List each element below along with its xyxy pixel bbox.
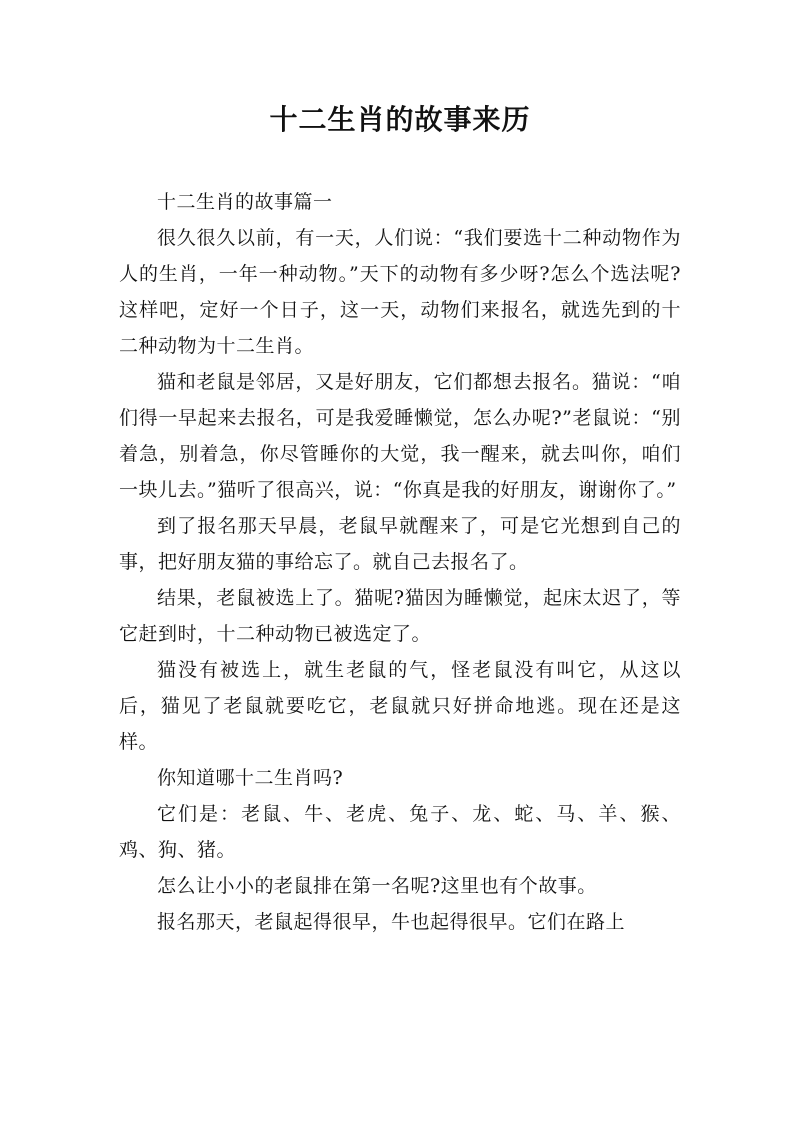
- paragraph-1: 很久很久以前，有一天，人们说：“我们要选十二种动物作为人的生肖，一年一种动物。”天下的动物有多少呀?怎么个选法呢?这样吧，定好一个日子，这一天，动物们来报名，就选先到的十二种动物为十二生肖。: [119, 227, 681, 357]
- section-heading: 十二生肖的故事篇一: [157, 191, 333, 213]
- paragraph-6: 你知道哪十二生肖吗?: [157, 767, 344, 789]
- paragraph-8: 怎么让小小的老鼠排在第一名呢?这里也有个故事。: [157, 875, 597, 897]
- paragraph-4: 结果，老鼠被选上了。猫呢?猫因为睡懒觉，起床太迟了，等它赶到时，十二种动物已被选定了。: [119, 587, 681, 645]
- paragraph-5: 猫没有被选上，就生老鼠的气，怪老鼠没有叫它，从这以后，猫见了老鼠就要吃它，老鼠就只好拼命地逃。现在还是这样。: [119, 659, 681, 753]
- paragraph-3: 到了报名那天早晨，老鼠早就醒来了，可是它光想到自己的事，把好朋友猫的事给忘了。就自己去报名了。: [119, 515, 681, 573]
- paragraph-7: 它们是：老鼠、牛、老虎、兔子、龙、蛇、马、羊、猴、鸡、狗、猪。: [119, 803, 681, 861]
- document-title: 十二生肖的故事来历: [269, 103, 531, 136]
- paragraph-2: 猫和老鼠是邻居，又是好朋友，它们都想去报名。猫说：“咱们得一早起来去报名，可是我爱睡懒觉，怎么办呢?”老鼠说：“别着急，别着急，你尽管睡你的大觉，我一醒来，就去叫你，咱们一块儿去。”猫听了很高兴，说：“你真是我的好朋友，谢谢你了。”: [119, 371, 681, 501]
- document-body: [119, 184, 681, 940]
- paragraph-9: 报名那天，老鼠起得很早，牛也起得很早。它们在路上: [157, 911, 626, 933]
